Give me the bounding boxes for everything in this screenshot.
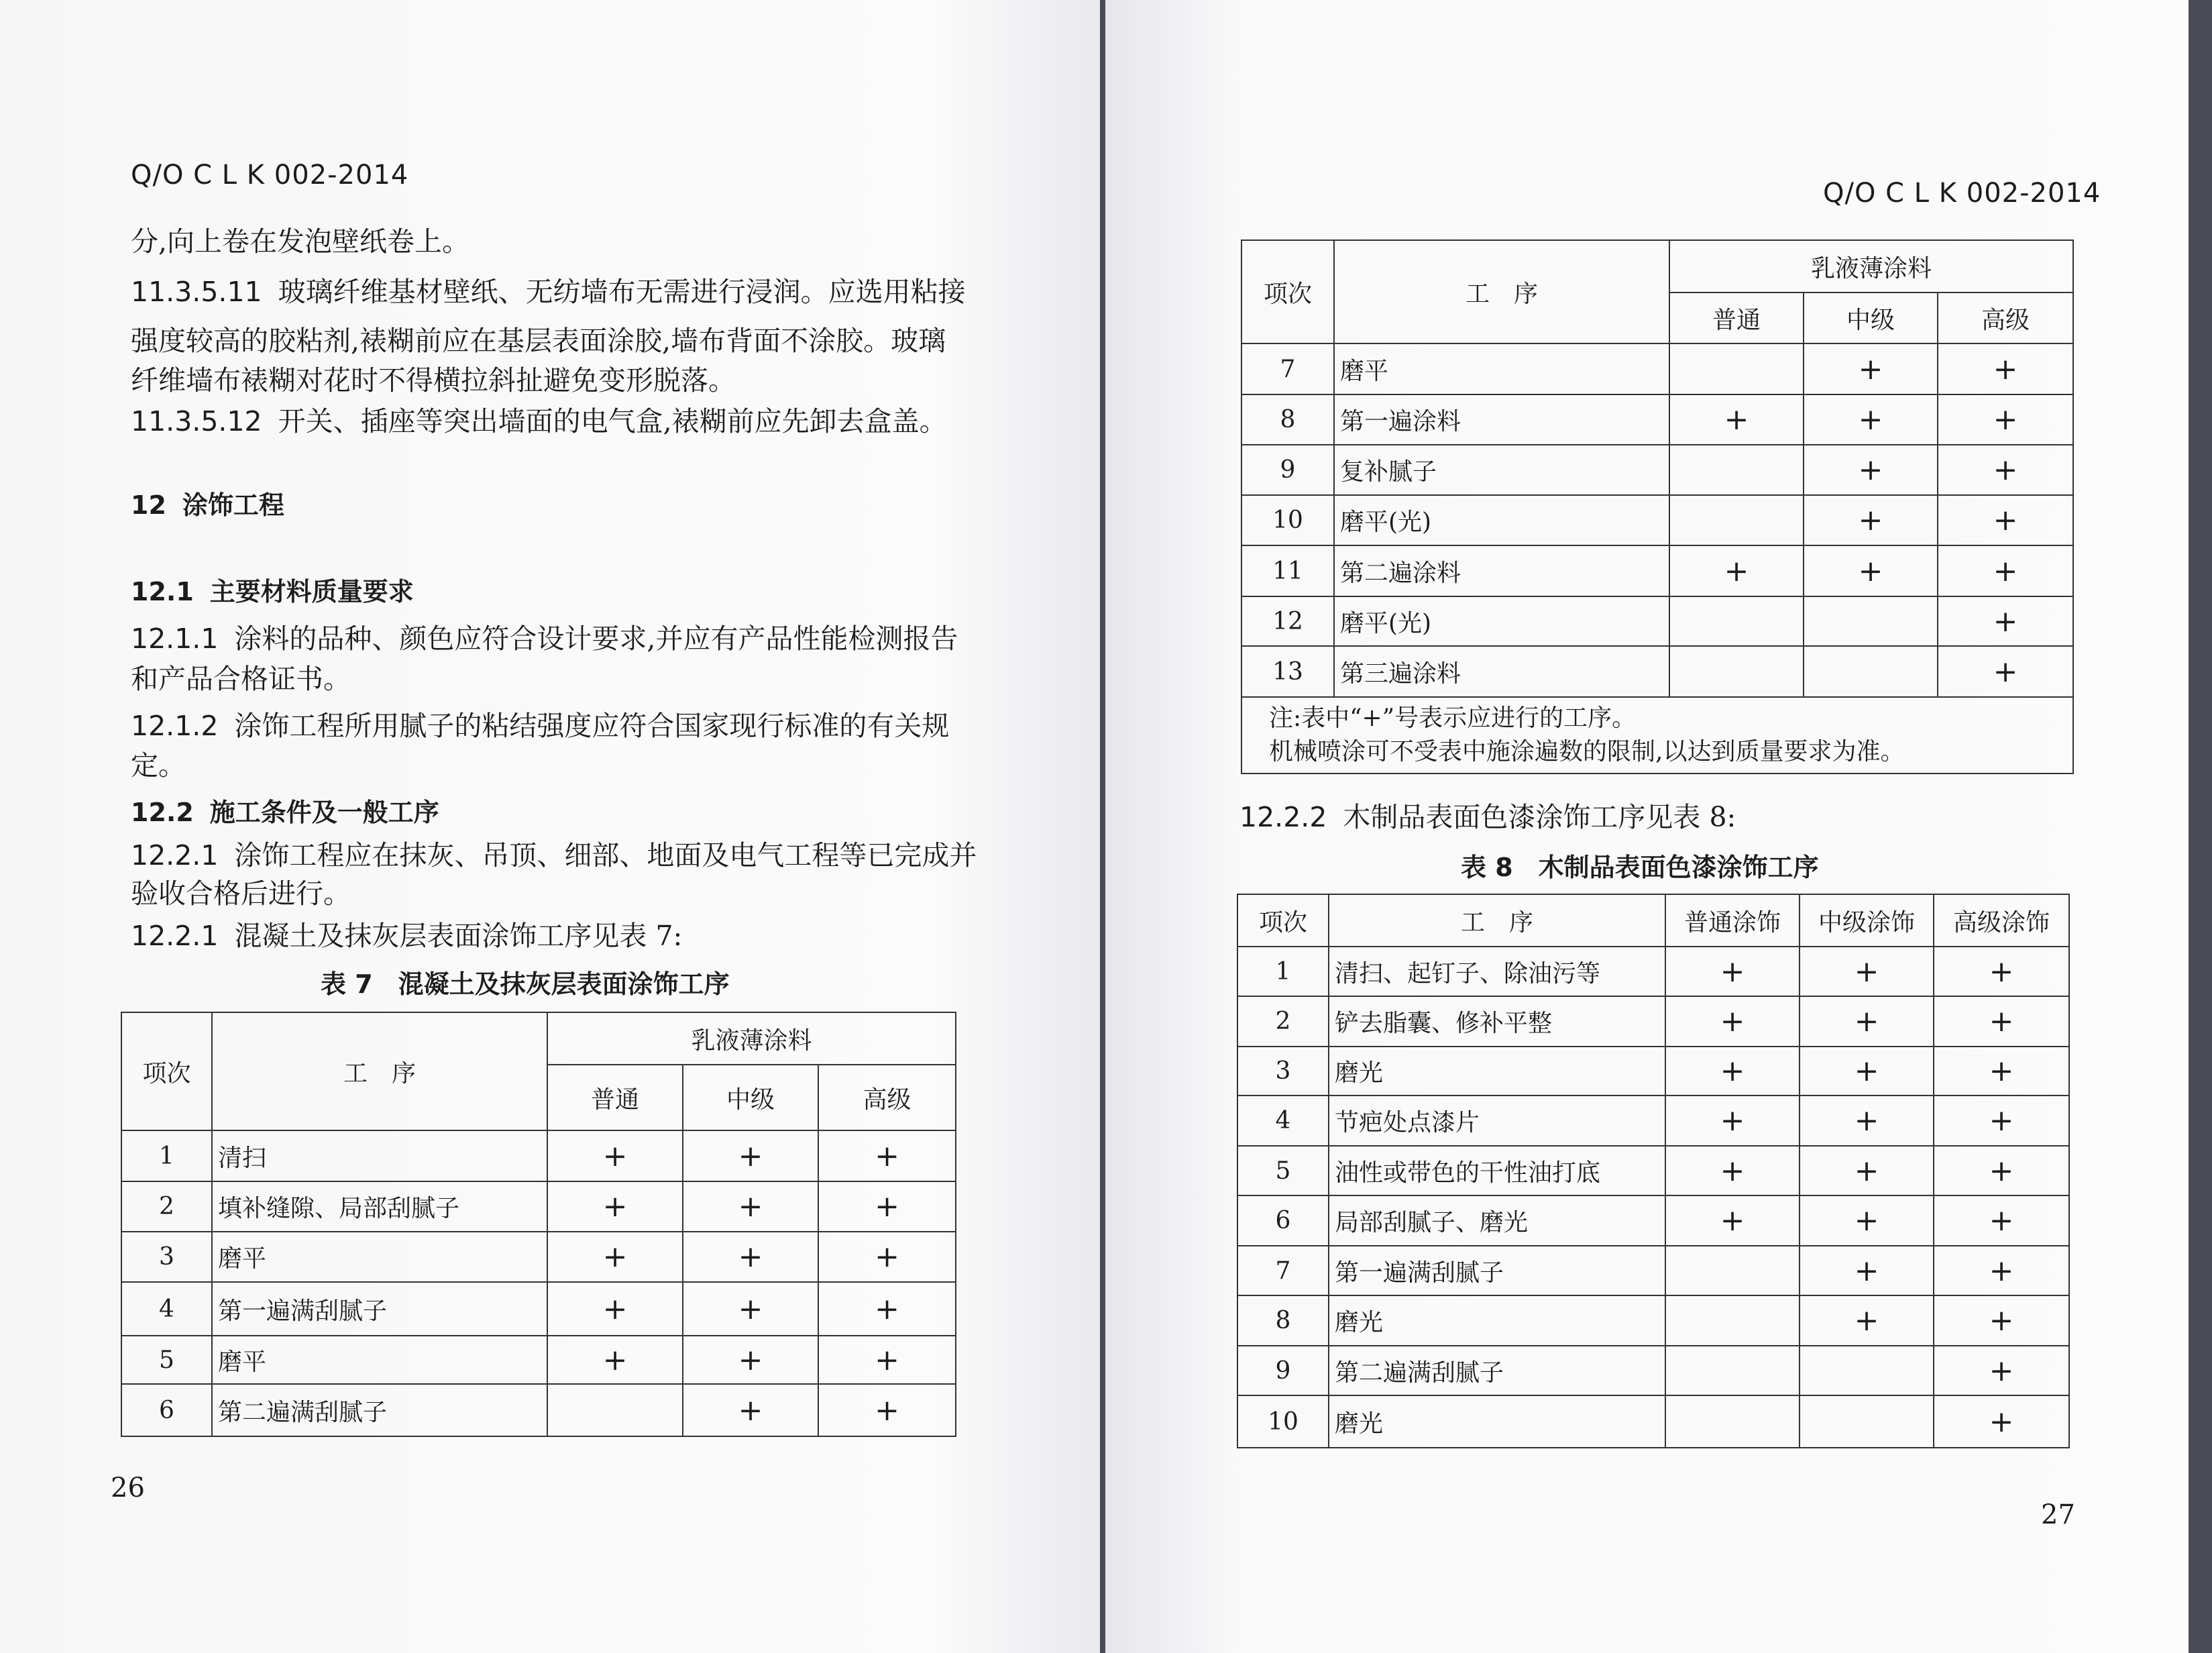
header-advanced: 高级涂饰 [1934,894,2069,947]
item-no: 1 [1237,947,1329,996]
table-row [1237,1195,2069,1246]
mark-advanced: + [818,1181,956,1232]
mark-ordinary [1669,646,1804,697]
table-notes [1241,697,2073,774]
mark-medium: + [1800,1295,1934,1346]
clause-12-2-1-b [131,916,682,956]
item-no: 2 [121,1181,212,1232]
table-7-continued [1241,239,2074,774]
item-no: 11 [1241,545,1334,596]
mark-medium: + [1800,1195,1934,1246]
process-name: 清扫 [212,1130,547,1181]
table-row [1241,596,2073,646]
header-process: 工 序 [1329,894,1665,947]
process-name: 第二遍满刮腻子 [1329,1346,1665,1395]
clause-12-1-1 [131,619,958,659]
header-item-no: 项次 [121,1012,212,1130]
mark-ordinary [1665,1395,1800,1448]
clause-number: 12.2.1 [131,920,219,952]
mark-medium: + [1800,1047,1934,1096]
table-row [1237,996,2069,1047]
table-row [121,1384,956,1436]
table-row [1237,1295,2069,1346]
item-no: 2 [1237,996,1329,1047]
section-heading-12 [131,484,284,521]
mark-medium: + [683,1282,818,1336]
clause-11-3-5-12 [131,401,947,441]
mark-advanced: + [1938,545,2073,596]
mark-advanced: + [1938,495,2073,545]
mark-ordinary: + [1669,394,1804,445]
section-heading-12-1 [131,571,414,608]
table-row [121,1336,956,1384]
paragraph-line: 验收合格后进行。 [131,877,351,910]
process-name: 磨光 [1329,1295,1665,1346]
process-name: 第一遍满刮腻子 [1329,1246,1665,1295]
table-row [121,1232,956,1282]
mark-ordinary: + [1665,947,1800,996]
item-no: 8 [1241,394,1334,445]
left-page [0,0,1100,1653]
process-name: 第三遍涂料 [1334,646,1669,697]
header-group: 乳液薄涂料 [1669,240,2073,292]
paragraph-line: 玻璃纤维基材壁纸、无纺墙布无需进行浸润。应选用粘接 [278,276,966,308]
clause-number: 11.3.5.11 [131,276,262,308]
process-name: 复补腻子 [1334,445,1669,495]
mark-advanced: + [1934,996,2069,1047]
item-no: 8 [1237,1295,1329,1346]
mark-medium: + [683,1232,818,1282]
mark-advanced: + [1934,1395,2069,1448]
mark-advanced: + [818,1130,956,1181]
paragraph-line: 定。 [131,749,186,782]
page-number: 26 [111,1473,145,1503]
mark-medium: + [1800,1146,1934,1195]
mark-medium: + [1800,1246,1934,1295]
heading-number: 12 [131,490,166,520]
mark-advanced: + [818,1282,956,1336]
mark-advanced: + [1934,1146,2069,1195]
clause-12-2-2 [1239,797,1736,837]
table-row [121,1282,956,1336]
header-process: 工 序 [212,1012,547,1130]
mark-advanced: + [1934,1295,2069,1346]
paragraph-line: 强度较高的胶粘剂,裱糊前应在基层表面涂胶,墙布背面不涂胶。玻璃 [131,325,946,357]
mark-advanced: + [1934,1346,2069,1395]
mark-advanced: + [1934,1047,2069,1096]
table-row [1241,646,2073,697]
note-line: 机械喷涂可不受表中施涂遍数的限制,以达到质量要求为准。 [1269,738,1905,765]
mark-advanced: + [1938,646,2073,697]
item-no: 10 [1241,495,1334,545]
mark-advanced: + [1938,596,2073,646]
header-process: 工 序 [1334,240,1669,343]
mark-advanced: + [1934,1096,2069,1146]
item-no: 9 [1241,445,1334,495]
process-name: 磨光 [1329,1047,1665,1096]
paragraph-line: 开关、插座等突出墙面的电气盒,裱糊前应先卸去盒盖。 [278,405,947,437]
mark-medium: + [1804,343,1938,394]
process-name: 第一遍满刮腻子 [212,1282,547,1336]
mark-ordinary [1669,596,1804,646]
mark-medium [1804,596,1938,646]
process-name: 磨平(光) [1334,495,1669,545]
process-name: 清扫、起钉子、除油污等 [1329,947,1665,996]
mark-ordinary [547,1384,683,1436]
mark-medium: + [1800,947,1934,996]
item-no: 6 [121,1384,212,1436]
header-item-no: 项次 [1237,894,1329,947]
process-name: 磨光 [1329,1395,1665,1448]
mark-medium: + [1804,394,1938,445]
mark-ordinary [1669,343,1804,394]
mark-advanced: + [1934,1246,2069,1295]
table-7-caption: 表 7 混凝土及抹灰层表面涂饰工序 [321,969,730,999]
mark-ordinary: + [1665,1146,1800,1195]
mark-ordinary: + [547,1130,683,1181]
table-row [1237,1246,2069,1295]
table-row [121,1130,956,1181]
mark-advanced: + [818,1384,956,1436]
table-8-caption: 表 8 木制品表面色漆涂饰工序 [1461,853,1819,882]
table-row [1241,445,2073,495]
mark-medium: + [1800,996,1934,1047]
header-group: 乳液薄涂料 [547,1012,956,1065]
standard-code: Q/O C L K 002-2014 [131,160,409,191]
item-no: 10 [1237,1395,1329,1448]
paragraph-line: 涂饰工程所用腻子的粘结强度应符合国家现行标准的有关规 [234,710,950,742]
clause-12-1-2 [131,706,949,746]
item-no: 7 [1237,1246,1329,1295]
process-name: 磨平 [1334,343,1669,394]
mark-ordinary [1669,495,1804,545]
process-name: 磨平 [212,1336,547,1384]
clause-number: 12.1.1 [131,623,219,655]
mark-medium [1800,1346,1934,1395]
paragraph-line: 和产品合格证书。 [131,663,351,695]
table-row [1237,1346,2069,1395]
mark-ordinary [1665,1246,1800,1295]
clause-11-3-5-11 [131,272,966,312]
header-ordinary: 普通涂饰 [1665,894,1800,947]
table-row [1237,1096,2069,1146]
mark-ordinary: + [547,1282,683,1336]
mark-ordinary [1669,445,1804,495]
mark-advanced: + [1938,343,2073,394]
mark-medium: + [683,1336,818,1384]
mark-advanced: + [818,1336,956,1384]
table-8 [1237,894,2070,1448]
table-row [1241,394,2073,445]
process-name: 第二遍满刮腻子 [212,1384,547,1436]
heading-text: 涂饰工程 [182,490,284,520]
heading-number: 12.1 [131,577,194,606]
section-heading-12-2 [131,792,439,829]
header-ordinary: 普通 [547,1065,683,1130]
clause-number: 12.2.1 [131,839,219,871]
table-row [1237,947,2069,996]
clause-12-2-1 [131,835,977,875]
item-no: 5 [1237,1146,1329,1195]
header-medium: 中级 [1804,292,1938,343]
mark-medium: + [1804,445,1938,495]
item-no: 1 [121,1130,212,1181]
note-line: 注:表中“+”号表示应进行的工序。 [1269,704,1637,732]
process-name: 局部刮腻子、磨光 [1329,1195,1665,1246]
table-row [1241,343,2073,394]
item-no: 3 [1237,1047,1329,1096]
heading-text: 主要材料质量要求 [209,577,414,606]
item-no: 7 [1241,343,1334,394]
paragraph-line: 涂料的品种、颜色应符合设计要求,并应有产品性能检测报告 [234,623,958,655]
mark-advanced: + [1934,947,2069,996]
process-name: 节疤处点漆片 [1329,1096,1665,1146]
table-row [1237,1395,2069,1448]
process-name: 铲去脂囊、修补平整 [1329,996,1665,1047]
mark-medium: + [683,1130,818,1181]
process-name: 磨平 [212,1232,547,1282]
mark-medium [1804,646,1938,697]
mark-medium: + [1800,1096,1934,1146]
mark-medium: + [683,1384,818,1436]
mark-ordinary: + [547,1336,683,1384]
header-ordinary: 普通 [1669,292,1804,343]
header-advanced: 高级 [1938,292,2073,343]
mark-ordinary: + [1665,996,1800,1047]
process-name: 磨平(光) [1334,596,1669,646]
paragraph-line: 涂饰工程应在抹灰、吊顶、细部、地面及电气工程等已完成并 [234,839,977,871]
clause-number: 11.3.5.12 [131,405,262,437]
paragraph-line: 木制品表面色漆涂饰工序见表 8: [1343,801,1736,833]
mark-advanced: + [1938,445,2073,495]
table-row [121,1181,956,1232]
table-row [1241,495,2073,545]
process-name: 第一遍涂料 [1334,394,1669,445]
page-number: 27 [2041,1499,2075,1530]
mark-medium [1800,1395,1934,1448]
header-medium: 中级涂饰 [1800,894,1934,947]
process-name: 第二遍涂料 [1334,545,1669,596]
mark-ordinary: + [547,1181,683,1232]
mark-medium: + [1804,545,1938,596]
heading-text: 施工条件及一般工序 [209,798,439,827]
header-medium: 中级 [683,1065,818,1130]
table-7 [121,1012,956,1437]
paragraph-line: 混凝土及抹灰层表面涂饰工序见表 7: [234,920,683,952]
table-row [1237,1047,2069,1096]
mark-medium: + [683,1181,818,1232]
item-no: 4 [1237,1096,1329,1146]
clause-number: 12.2.2 [1239,801,1327,833]
mark-ordinary [1665,1346,1800,1395]
paragraph-line: 分,向上卷在发泡壁纸卷上。 [131,225,470,258]
item-no: 6 [1237,1195,1329,1246]
item-no: 9 [1237,1346,1329,1395]
standard-code: Q/O C L K 002-2014 [1823,178,2101,209]
table-row [1237,1146,2069,1195]
mark-advanced: + [1934,1195,2069,1246]
header-item-no: 项次 [1241,240,1334,343]
mark-ordinary [1665,1295,1800,1346]
mark-advanced: + [818,1232,956,1282]
mark-ordinary: + [1665,1195,1800,1246]
heading-number: 12.2 [131,798,194,827]
item-no: 4 [121,1282,212,1336]
mark-ordinary: + [547,1232,683,1282]
process-name: 填补缝隙、局部刮腻子 [212,1181,547,1232]
process-name: 油性或带色的干性油打底 [1329,1146,1665,1195]
item-no: 12 [1241,596,1334,646]
table-row [1241,545,2073,596]
paragraph-line: 纤维墙布裱糊对花时不得横拉斜扯避免变形脱落。 [131,364,736,396]
clause-number: 12.1.2 [131,710,219,742]
header-advanced: 高级 [818,1065,956,1130]
mark-ordinary: + [1665,1096,1800,1146]
item-no: 5 [121,1336,212,1384]
item-no: 13 [1241,646,1334,697]
item-no: 3 [121,1232,212,1282]
mark-ordinary: + [1669,545,1804,596]
mark-ordinary: + [1665,1047,1800,1096]
right-page [1105,0,2189,1653]
mark-medium: + [1804,495,1938,545]
mark-advanced: + [1938,394,2073,445]
